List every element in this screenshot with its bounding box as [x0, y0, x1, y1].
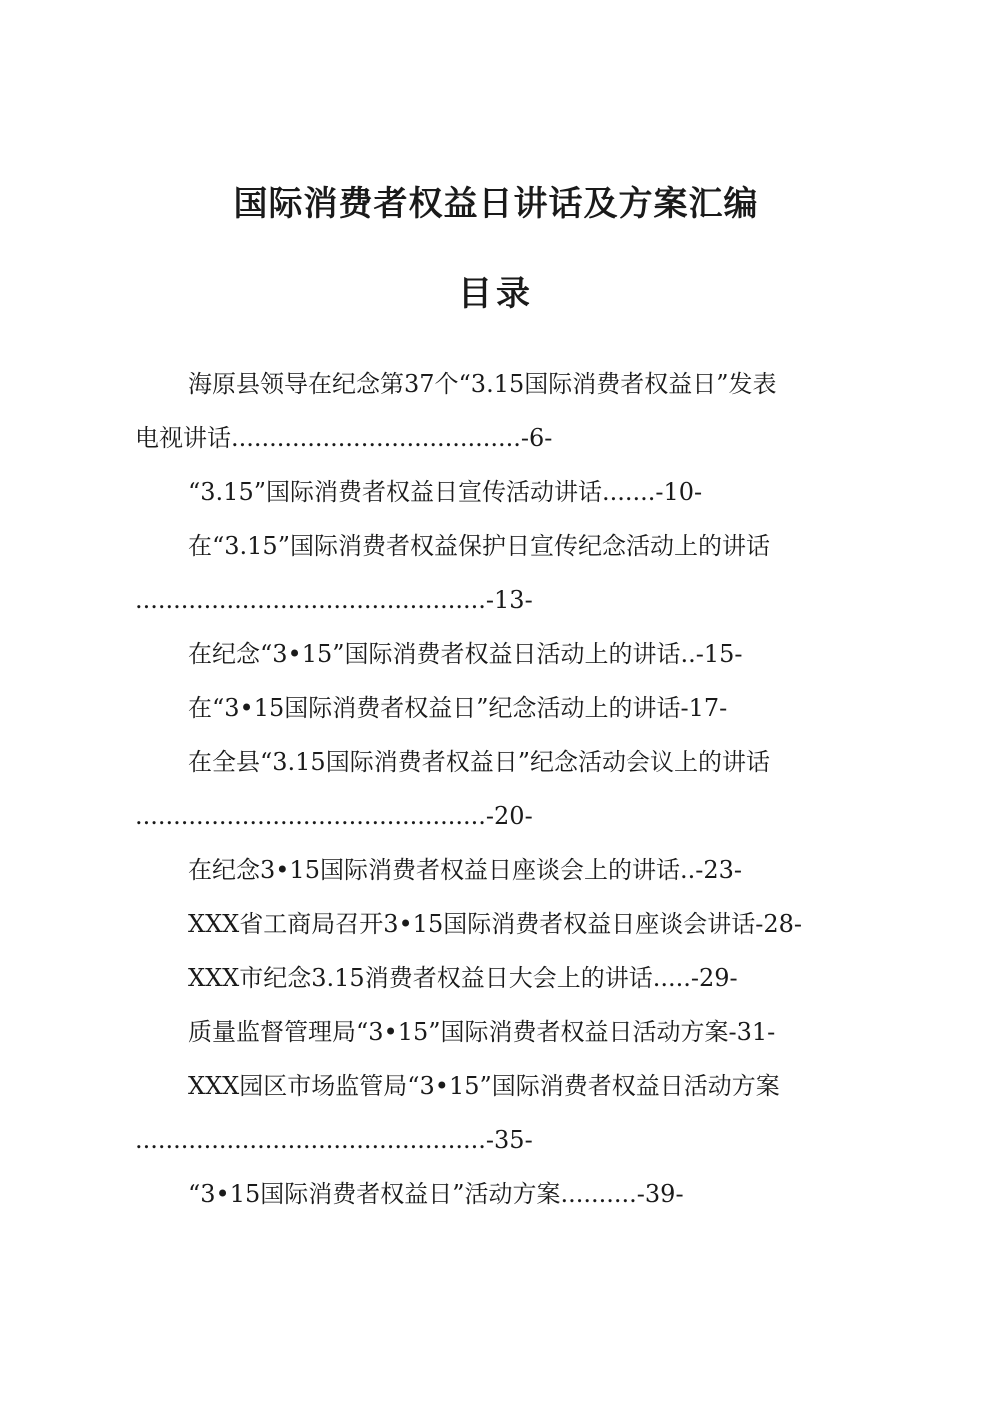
- toc-entry-line: 质量监督管理局“3•15”国际消费者权益日活动方案-31-: [188, 1018, 776, 1046]
- toc-entry-line: 在“3.15”国际消费者权益保护日宣传纪念活动上的讲话: [188, 532, 770, 560]
- toc-entry-line: ..............................................-13-: [135, 586, 533, 614]
- toc-entry-line: XXX市纪念3.15消费者权益日大会上的讲话.....-29-: [188, 964, 738, 992]
- toc-entry-line: XXX园区市场监管局“3•15”国际消费者权益日活动方案: [188, 1072, 780, 1100]
- toc-entry-line: ..............................................-35-: [135, 1126, 533, 1154]
- toc-entry-line: 电视讲话......................................-6-: [135, 424, 553, 452]
- toc-entry-line: 海原县领导在纪念第37个“3.15国际消费者权益日”发表: [188, 370, 777, 398]
- toc-entry-line: 在纪念“3•15”国际消费者权益日活动上的讲话..-15-: [188, 640, 743, 668]
- toc-entry-line: 在全县“3.15国际消费者权益日”纪念活动会议上的讲话: [188, 748, 770, 776]
- toc-entry-line: XXX省工商局召开3•15国际消费者权益日座谈会讲话-28-: [188, 910, 802, 938]
- toc-entry-line: “3.15”国际消费者权益日宣传活动讲话.......-10-: [188, 478, 703, 506]
- toc-entry-line: “3•15国际消费者权益日”活动方案..........-39-: [188, 1180, 684, 1208]
- toc-entry-line: ..............................................-20-: [135, 802, 533, 830]
- toc-entry-line: 在“3•15国际消费者权益日”纪念活动上的讲话-17-: [188, 694, 728, 722]
- table-of-contents: [135, 357, 875, 1221]
- toc-entry-line: 在纪念3•15国际消费者权益日座谈会上的讲话..-23-: [188, 856, 742, 884]
- document-title: 国际消费者权益日讲话及方案汇编: [233, 184, 759, 224]
- toc-heading: 目录: [458, 274, 534, 314]
